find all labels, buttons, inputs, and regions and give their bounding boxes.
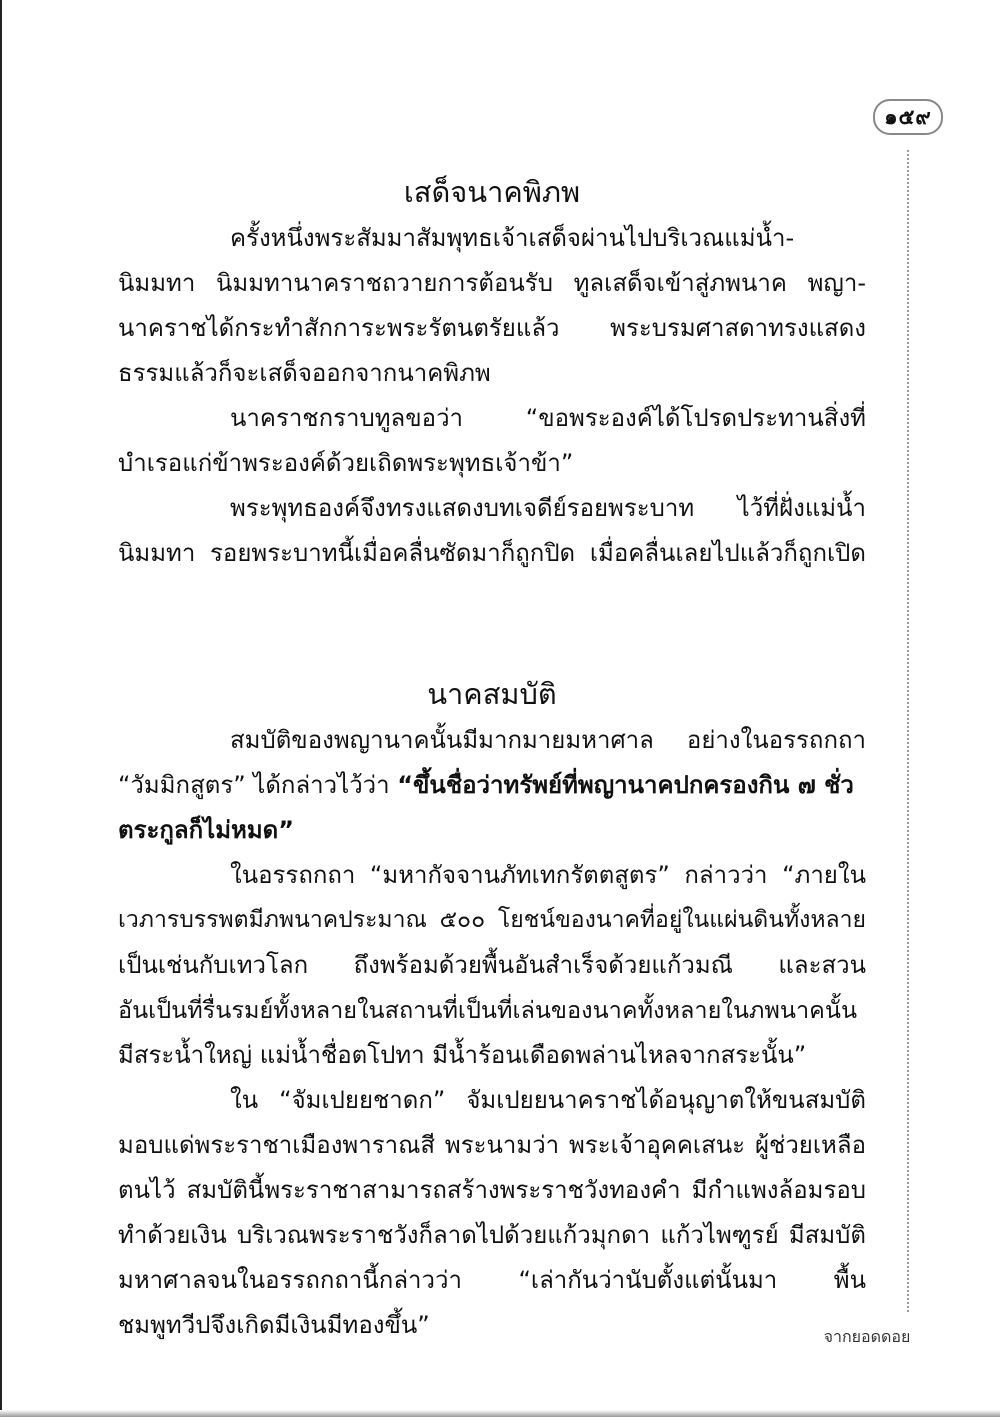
margin-dotted-rule — [907, 150, 909, 1312]
bold-quote: ตระกูลก็ไม่หมด” — [118, 816, 295, 844]
paragraph-line: อันเป็นที่รื่นรมย์ทั้งหลายในสถานที่เป็นที่เล่นของนาคทั้งหลายในภพนาคนั้น — [118, 996, 858, 1024]
quote-source: “วัมมิกสูตร” ได้กล่าวไว้ว่า — [118, 771, 398, 799]
paragraph-line: นาคราชได้กระทำสักการะพระรัตนตรัยแล้ว พระบรมศาสดาทรงแสดง — [118, 314, 866, 342]
paragraph-line — [118, 763, 866, 808]
paragraph-line: เป็นเช่นกับเทวโลก ถึงพร้อมด้วยพื้นอันสำเร็จด้วยแก้วมณี และสวน — [118, 951, 866, 979]
paragraph-line: มอบแด่พระราชาเมืองพาราณสี พระนามว่า พระเจ้าอุคคเสนะ ผู้ช่วยเหลือ — [118, 1131, 866, 1159]
paragraph-line: ทำด้วยเงิน บริเวณพระราชวังก็ลาดไปด้วยแก้วมุกดา แก้วไพฑูรย์ มีสมบัติ — [118, 1221, 866, 1249]
paragraph-line: ธรรมแล้วก็จะเสด็จออกจากนาคพิภพ — [118, 359, 491, 387]
paragraph-line: ใน “จัมเปยยชาดก” จัมเปยยนาคราชได้อนุญาตให้ขนสมบัติ — [230, 1086, 866, 1114]
paragraph-line: พระพุทธองค์จึงทรงแสดงบทเจดีย์รอยพระบาท ไว้ที่ฝั่งแม่น้ำ — [230, 494, 866, 522]
paragraph-line: นิมมทา รอยพระบาทนี้เมื่อคลื่นซัดมาก็ถูกปิด เมื่อคลื่นเลยไปแล้วก็ถูกเปิด — [118, 539, 866, 567]
page-number: ๑๕๙ — [884, 104, 932, 129]
paragraph-line: นิมมทา นิมมทานาคราชถวายการต้อนรับ ทูลเสด็จเข้าสู่ภพนาค พญา- — [118, 269, 866, 297]
section-heading: เสด็จนาคพิภพ — [403, 175, 581, 209]
paragraph-line: มีสระน้ำใหญ่ แม่น้ำชื่อตโปทา มีน้ำร้อนเดือดพล่านไหลจากสระนั้น” — [118, 1041, 807, 1069]
paragraph-line: ตนไว้ สมบัตินี้พระราชาสามารถสร้างพระราชวังทองคำ มีกำแพงล้อมรอบ — [118, 1176, 866, 1204]
paragraph-line: ชมพูทวีปจึงเกิดมีเงินมีทองขึ้น” — [118, 1311, 430, 1339]
section-heading: นาคสมบัติ — [427, 677, 557, 711]
page-left-border — [0, 0, 2, 1417]
paragraph-line: สมบัติของพญานาคนั้นมีมากมายมหาศาล อย่างในอรรถกถา — [230, 726, 866, 754]
page-bottom-shadow — [0, 1410, 1000, 1417]
paragraph-line: มหาศาลจนในอรรถกถานี้กล่าวว่า “เล่ากันว่านับตั้งแต่นั้นมา พื้น — [118, 1266, 866, 1294]
paragraph-line: บำเรอแก่ข้าพระองค์ด้วยเถิดพระพุทธเจ้าข้า” — [118, 449, 574, 477]
paragraph-line: เวภารบรรพตมีภพนาคประมาณ ๕๐๐ โยชน์ของนาคที่อยู่ในแผ่นดินทั้งหลาย — [118, 907, 866, 933]
paragraph-line: ครั้งหนึ่งพระสัมมาสัมพุทธเจ้าเสด็จผ่านไปบริเวณแม่น้ำ- — [230, 224, 795, 252]
paragraph-line: ในอรรถกถา “มหากัจจานภัทเทกรัตตสูตร” กล่าวว่า “ภายใน — [230, 861, 866, 889]
paragraph-line: นาคราชกราบทูลขอว่า “ขอพระองค์ได้โปรดประทานสิ่งที่ — [230, 404, 866, 432]
page-number-badge — [873, 99, 943, 135]
book-title-footer: จากยอดดอย — [823, 1327, 911, 1346]
bold-quote: “ขึ้นชื่อว่าทรัพย์ที่พญานาคปกครองกิน ๗ ชั่ว — [397, 771, 854, 799]
page-body — [118, 168, 866, 1348]
